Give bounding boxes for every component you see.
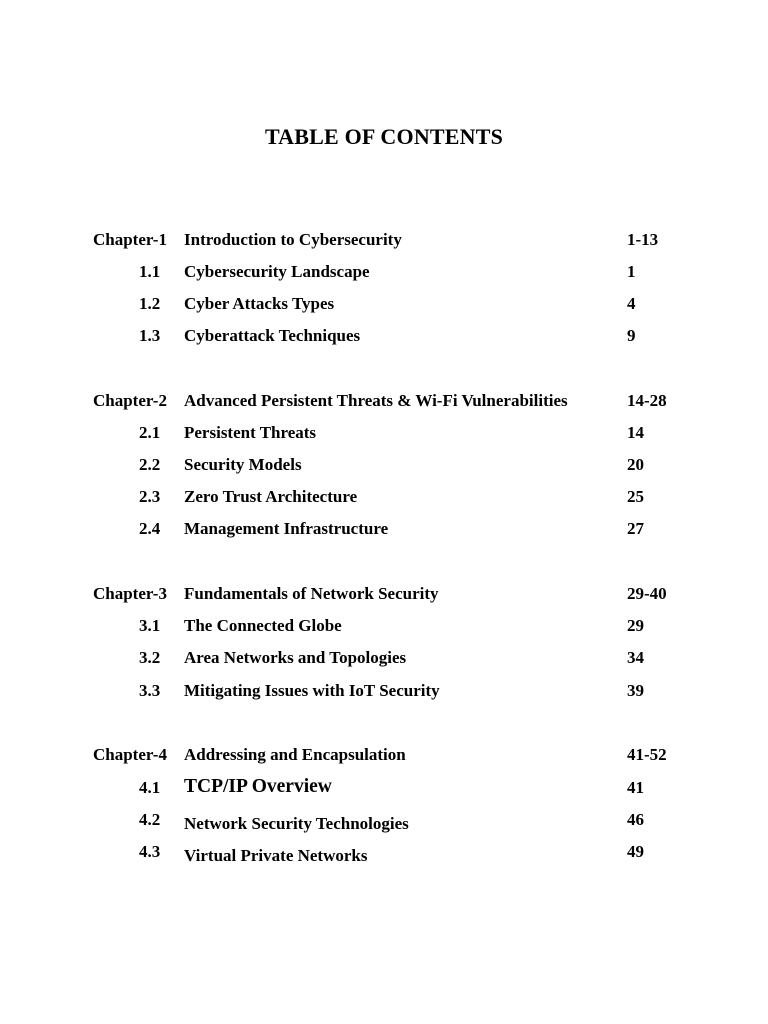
section-number: 2.1 (139, 423, 161, 442)
section-title: Cybersecurity Landscape (184, 262, 370, 281)
section-page: 25 (627, 487, 644, 506)
section-title: Zero Trust Architecture (184, 487, 358, 506)
toc-section-row (0, 648, 768, 670)
chapter-title: Addressing and Encapsulation (184, 745, 406, 764)
section-title: Security Models (184, 455, 302, 474)
toc-section-row (0, 294, 768, 316)
chapter-title: Advanced Persistent Threats & Wi-Fi Vulnerabilities (184, 391, 568, 410)
section-page: 14 (627, 423, 644, 442)
section-title: Cyber Attacks Types (184, 294, 335, 313)
toc-section-row (0, 519, 768, 541)
toc-section-row (0, 423, 768, 445)
section-number: 3.1 (139, 616, 161, 635)
page-title: TABLE OF CONTENTS (264, 124, 504, 149)
section-title: Persistent Threats (184, 423, 317, 442)
section-page: 4 (627, 294, 636, 313)
section-number: 2.2 (139, 455, 161, 474)
section-page: 27 (627, 519, 644, 538)
section-title: Virtual Private Networks (184, 846, 368, 865)
chapter-pages: 41-52 (627, 745, 667, 764)
chapter-number: Chapter-3 (93, 584, 167, 603)
toc-section-row (0, 262, 768, 284)
toc-section-row (0, 810, 768, 832)
section-page: 1 (627, 262, 636, 281)
toc-section-row (0, 487, 768, 509)
toc-chapter-row (0, 230, 768, 252)
section-title: The Connected Globe (184, 616, 342, 635)
section-page: 20 (627, 455, 644, 474)
section-number: 4.1 (139, 778, 161, 797)
chapter-number: Chapter-2 (93, 391, 167, 410)
section-page: 49 (627, 842, 644, 861)
chapter-title: Fundamentals of Network Security (184, 584, 439, 603)
chapter-title: Introduction to Cybersecurity (184, 230, 402, 249)
toc-section-row (0, 616, 768, 638)
chapter-number: Chapter-1 (93, 230, 167, 249)
section-page: 39 (627, 681, 644, 700)
chapter-pages: 29-40 (627, 584, 667, 603)
section-number: 3.2 (139, 648, 161, 667)
toc-chapter-row (0, 391, 768, 413)
chapter-pages: 1-13 (627, 230, 659, 249)
section-title: Network Security Technologies (184, 814, 409, 833)
toc-section-row (0, 778, 768, 800)
section-page: 34 (627, 648, 644, 667)
section-number: 2.3 (139, 487, 161, 506)
section-page: 41 (627, 778, 644, 797)
toc-chapter-row (0, 584, 768, 606)
toc-chapter-row (0, 745, 768, 767)
toc-section-row (0, 455, 768, 477)
section-number: 4.3 (139, 842, 161, 861)
section-title: Cyberattack Techniques (184, 326, 361, 345)
section-title: TCP/IP Overview (184, 776, 332, 797)
section-number: 3.3 (139, 681, 161, 700)
section-page: 46 (627, 810, 644, 829)
section-number: 2.4 (139, 519, 161, 538)
chapter-number: Chapter-4 (93, 745, 167, 764)
chapter-pages: 14-28 (627, 391, 667, 410)
toc-section-row (0, 681, 768, 703)
section-title: Mitigating Issues with IoT Security (184, 681, 440, 700)
section-number: 1.1 (139, 262, 161, 281)
section-number: 1.3 (139, 326, 161, 345)
toc-section-row (0, 326, 768, 348)
section-title: Area Networks and Topologies (184, 648, 407, 667)
section-page: 29 (627, 616, 644, 635)
section-number: 1.2 (139, 294, 161, 313)
section-number: 4.2 (139, 810, 161, 829)
section-title: Management Infrastructure (184, 519, 389, 538)
section-page: 9 (627, 326, 636, 345)
toc-section-row (0, 842, 768, 864)
